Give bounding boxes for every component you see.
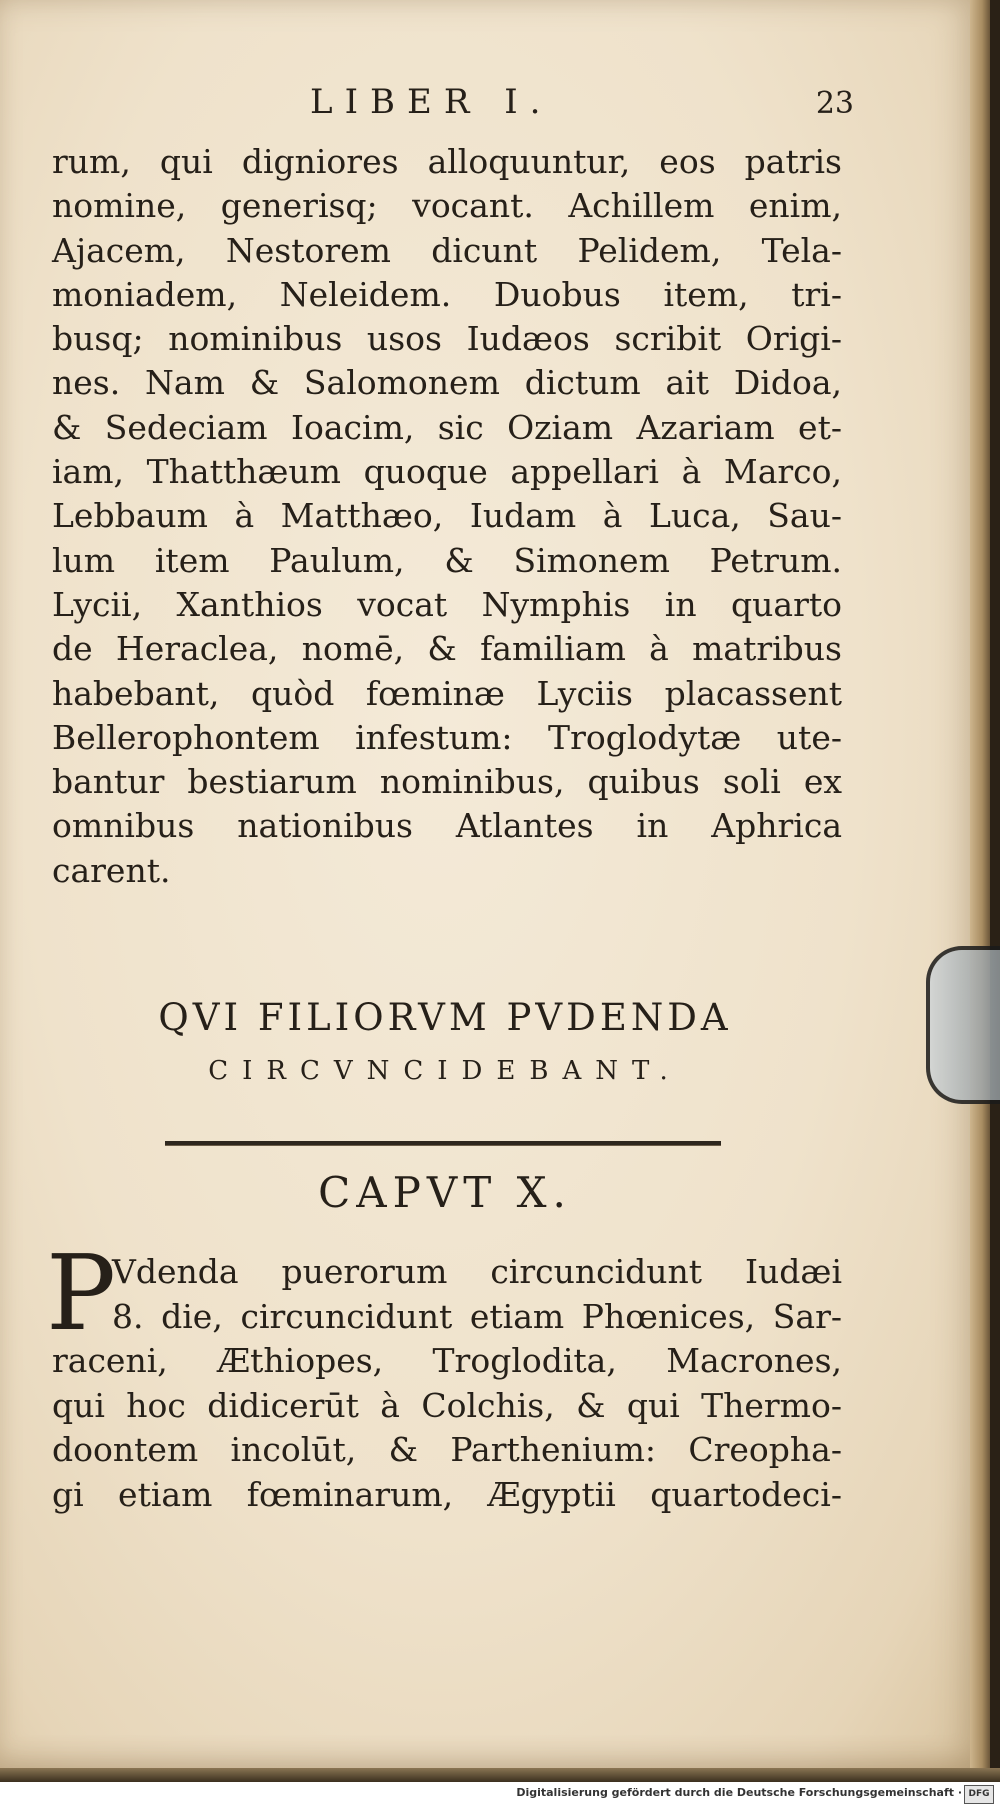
text-line: busq; nominibus usos Iudæos scribit Origi- bbox=[52, 319, 842, 359]
text-line: de Heraclea, nomē, & familiam à matribus bbox=[52, 629, 842, 669]
chapter-title: CAPVT X. bbox=[318, 1168, 572, 1217]
dfg-logo: DFG bbox=[964, 1785, 994, 1804]
text-line: doontem incolūt, & Parthenium: Creopha- bbox=[52, 1430, 842, 1469]
running-head bbox=[50, 82, 854, 132]
page-number: 23 bbox=[815, 86, 854, 121]
text-line: bantur bestiarum nominibus, quibus soli ex bbox=[52, 762, 842, 802]
chapter-text bbox=[52, 1250, 842, 1517]
section-heading-line-1: QVI FILIORVM PVDENDA bbox=[158, 996, 732, 1039]
text-line: rum, qui digniores alloquuntur, eos patris bbox=[52, 142, 842, 181]
body-text bbox=[52, 140, 842, 893]
text-line: iam, Thatthæum quoque appellari à Marco, bbox=[52, 452, 842, 492]
text-line: nes. Nam & Salomonem dictum ait Didoa, bbox=[52, 363, 842, 403]
page-bottom-edge bbox=[0, 1768, 1000, 1782]
text-line: & Sedeciam Ioacim, sic Oziam Azariam et- bbox=[52, 407, 842, 447]
text-line: Lebbaum à Matthæo, Iudam à Luca, Sau- bbox=[52, 496, 842, 536]
text-line: qui hoc didicerūt à Colchis, & qui Thermo- bbox=[52, 1385, 842, 1425]
text-line: carent. bbox=[52, 850, 171, 890]
page-edge bbox=[970, 0, 990, 1780]
text-line: habebant, quòd fœminæ Lyciis placassent bbox=[52, 673, 842, 713]
text-line: lum item Paulum, & Simonem Petrum. bbox=[52, 540, 842, 580]
running-title: LIBER I. bbox=[310, 82, 553, 122]
section-heading-line-2: CIRCVNCIDEBANT. bbox=[208, 1056, 682, 1086]
section-divider-rule bbox=[165, 1141, 721, 1146]
drop-cap: P bbox=[46, 1232, 116, 1354]
book-clip bbox=[926, 946, 1000, 1104]
text-line: raceni, Æthiopes, Troglodita, Macrones, bbox=[52, 1341, 842, 1380]
text-line: Vdenda puerorum circuncidunt Iudæi bbox=[112, 1252, 842, 1291]
text-line: Bellerophontem infestum: Troglodytæ ute- bbox=[52, 717, 842, 757]
text-line: moniadem, Neleidem. Duobus item, tri- bbox=[52, 274, 842, 314]
text-line: Lycii, Xanthios vocat Nymphis in quarto bbox=[52, 584, 842, 624]
text-line: nomine, generisq; vocant. Achillem enim, bbox=[52, 186, 842, 226]
text-line: 8. die, circuncidunt etiam Phœnices, Sar- bbox=[112, 1296, 842, 1336]
digitization-footer bbox=[0, 1782, 1000, 1806]
text-line: omnibus nationibus Atlantes in Aphrica bbox=[52, 806, 842, 846]
text-line: Ajacem, Nestorem dicunt Pelidem, Tela- bbox=[52, 230, 842, 270]
funding-credit: Digitalisierung gefördert durch die Deutsche Forschungsgemeinschaft · bbox=[516, 1786, 962, 1799]
text-line: gi etiam fœminarum, Ægyptii quartodeci- bbox=[52, 1474, 842, 1514]
